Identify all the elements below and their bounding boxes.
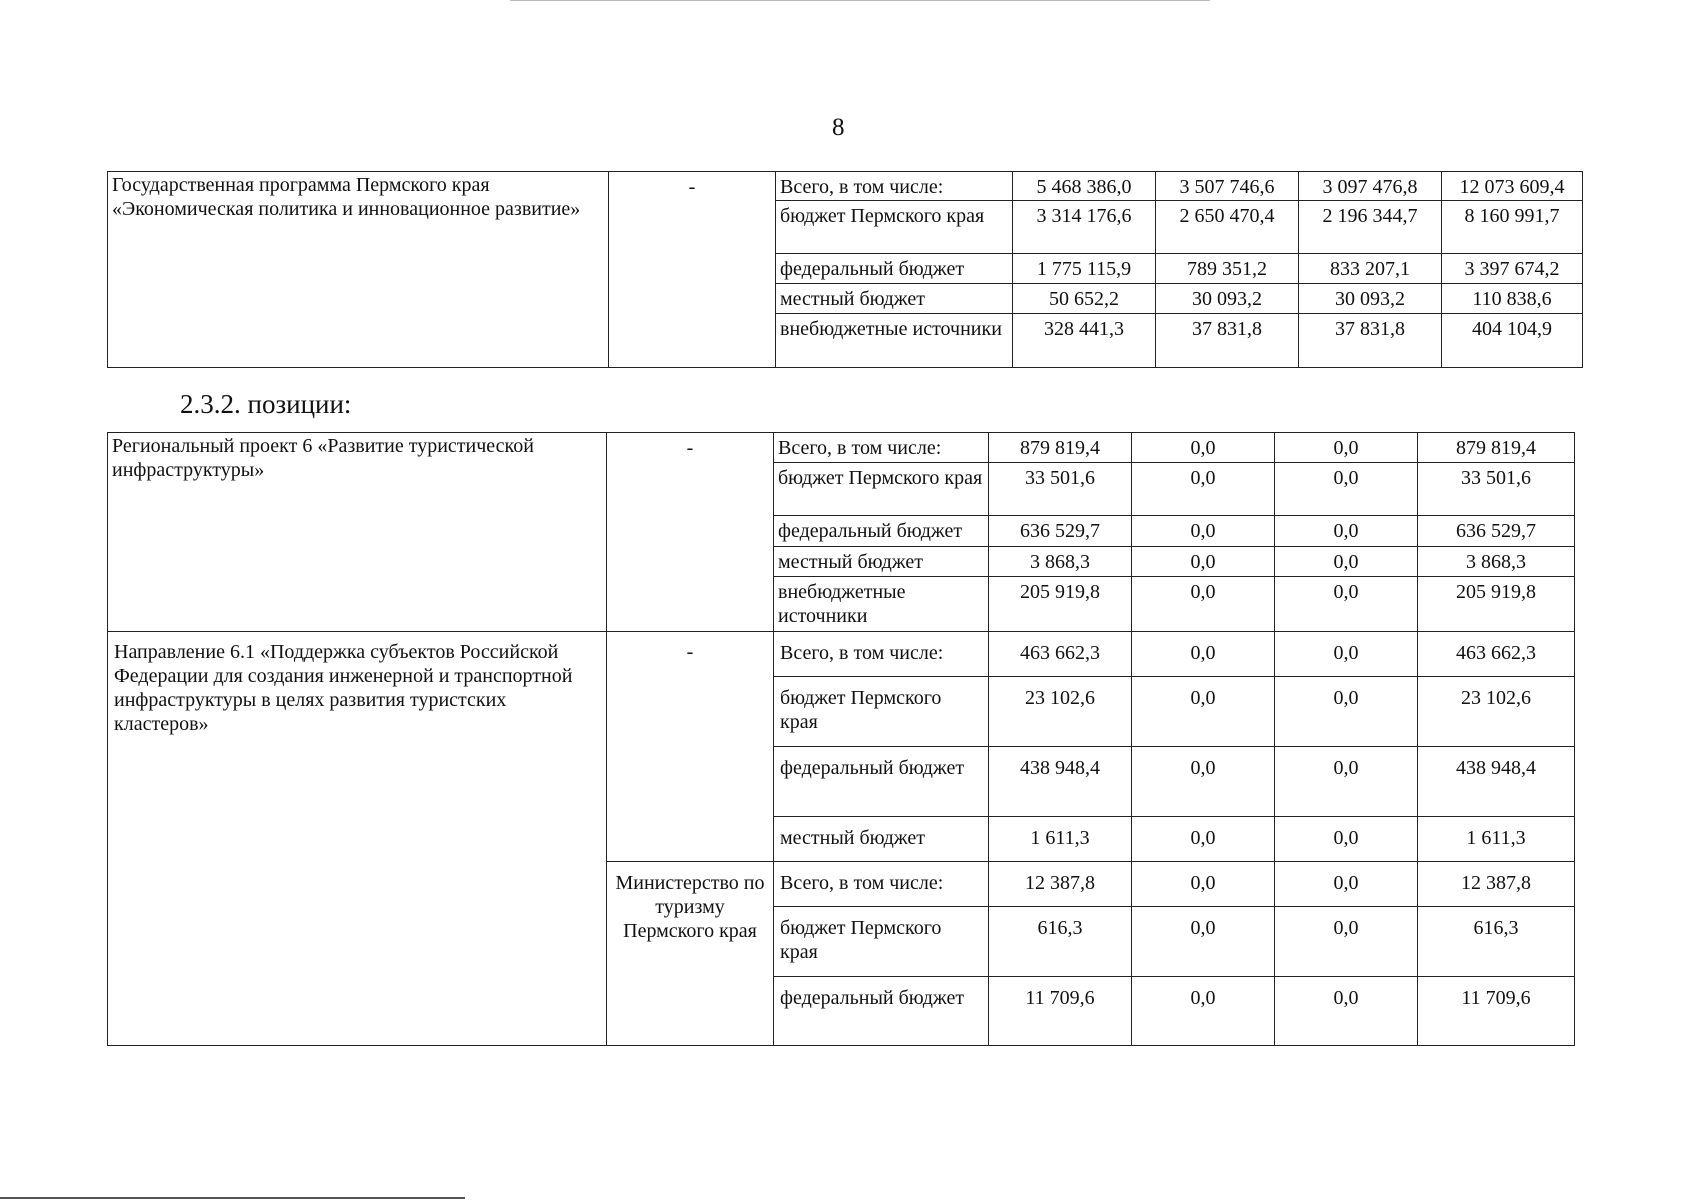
value-cell: 12 387,8 [989,862,1132,907]
value-cell: 37 831,8 [1299,314,1442,368]
value-cell: 0,0 [1132,977,1275,1046]
source-cell: внебюджетные источники [776,314,1013,368]
value-cell: 0,0 [1132,632,1275,677]
value-cell: 0,0 [1275,677,1418,747]
value-cell: 23 102,6 [989,677,1132,747]
regional-project-block [108,433,1575,632]
table-row [108,632,1575,677]
value-cell: 0,0 [1275,977,1418,1046]
value-cell: 0,0 [1132,907,1275,977]
value-cell: 789 351,2 [1156,254,1299,284]
source-cell: местный бюджет [776,284,1013,314]
source-cell: федеральный бюджет [774,747,989,817]
total-cell: 12 073 609,4 [1442,172,1583,201]
value-cell: 0,0 [1132,817,1275,862]
value-cell: 50 652,2 [1013,284,1156,314]
state-programme-table [107,171,1583,368]
total-cell: 636 529,7 [1418,516,1575,547]
value-cell: 438 948,4 [989,747,1132,817]
value-cell: 5 468 386,0 [1013,172,1156,201]
executor-cell: - [609,172,776,368]
value-cell: 0,0 [1275,463,1418,516]
total-cell: 8 160 991,7 [1442,201,1583,254]
source-cell: федеральный бюджет [776,254,1013,284]
value-cell: 0,0 [1132,862,1275,907]
total-cell: 3 397 674,2 [1442,254,1583,284]
value-cell: 0,0 [1132,747,1275,817]
value-cell: 328 441,3 [1013,314,1156,368]
value-cell: 0,0 [1132,547,1275,577]
source-cell: федеральный бюджет [774,977,989,1046]
direction-name-cell: Направление 6.1 «Поддержка субъектов Российской Федерации для создания инженерной и транспортной инфраструктуры в целях развития туристских кластеров» [108,632,607,1046]
source-cell: федеральный бюджет [774,516,989,547]
value-cell: 1 611,3 [989,817,1132,862]
value-cell: 11 709,6 [989,977,1132,1046]
executor-cell: - [607,433,774,632]
total-cell: 404 104,9 [1442,314,1583,368]
value-cell: 3 314 176,6 [1013,201,1156,254]
value-cell: 879 819,4 [989,433,1132,463]
source-cell: бюджет Пермского края [774,907,989,977]
value-cell: 2 650 470,4 [1156,201,1299,254]
value-cell: 3 868,3 [989,547,1132,577]
value-cell: 3 507 746,6 [1156,172,1299,201]
direction-block [108,632,1575,1046]
value-cell: 30 093,2 [1299,284,1442,314]
total-cell: 463 662,3 [1418,632,1575,677]
value-cell: 0,0 [1275,577,1418,632]
source-cell: местный бюджет [774,817,989,862]
total-cell: 1 611,3 [1418,817,1575,862]
executor-cell: - [607,632,774,862]
source-cell: бюджет Пермского края [774,463,989,516]
value-cell: 0,0 [1132,516,1275,547]
source-cell: бюджет Пермского края [776,201,1013,254]
executor-ministry-cell: Министерство по туризму Пермского края [607,862,774,1046]
value-cell: 0,0 [1275,747,1418,817]
value-cell: 463 662,3 [989,632,1132,677]
value-cell: 636 529,7 [989,516,1132,547]
source-cell: Всего, в том числе: [774,632,989,677]
value-cell: 616,3 [989,907,1132,977]
programme-name-cell: Государственная программа Пермского края «Экономическая политика и инновационное развитие» [108,172,609,368]
value-cell: 1 775 115,9 [1013,254,1156,284]
total-cell: 438 948,4 [1418,747,1575,817]
total-cell: 205 919,8 [1418,577,1575,632]
total-cell: 110 838,6 [1442,284,1583,314]
source-cell: Всего, в том числе: [774,433,989,463]
total-cell: 616,3 [1418,907,1575,977]
positions-table [107,432,1575,1046]
table-row [108,172,1583,201]
scan-bottom-edge-line [0,1197,465,1199]
value-cell: 0,0 [1275,862,1418,907]
value-cell: 37 831,8 [1156,314,1299,368]
value-cell: 0,0 [1275,632,1418,677]
value-cell: 0,0 [1275,817,1418,862]
value-cell: 833 207,1 [1299,254,1442,284]
total-cell: 879 819,4 [1418,433,1575,463]
table-row [108,433,1575,463]
source-cell: внебюджетные источники [774,577,989,632]
value-cell: 0,0 [1275,516,1418,547]
value-cell: 0,0 [1132,463,1275,516]
total-cell: 33 501,6 [1418,463,1575,516]
total-cell: 3 868,3 [1418,547,1575,577]
value-cell: 33 501,6 [989,463,1132,516]
total-cell: 11 709,6 [1418,977,1575,1046]
source-cell: бюджет Пермского края [774,677,989,747]
section-heading: 2.3.2. позиции: [180,389,352,419]
value-cell: 205 919,8 [989,577,1132,632]
value-cell: 0,0 [1275,433,1418,463]
value-cell: 30 093,2 [1156,284,1299,314]
value-cell: 3 097 476,8 [1299,172,1442,201]
page-number: 8 [832,114,845,141]
value-cell: 0,0 [1132,577,1275,632]
source-cell: местный бюджет [774,547,989,577]
value-cell: 2 196 344,7 [1299,201,1442,254]
value-cell: 0,0 [1275,547,1418,577]
project-name-cell: Региональный проект 6 «Развитие туристической инфраструктуры» [108,433,607,632]
value-cell: 0,0 [1275,907,1418,977]
state-programme-body [108,172,1583,368]
total-cell: 12 387,8 [1418,862,1575,907]
scan-top-edge-line [510,0,1210,1]
source-cell: Всего, в том числе: [776,172,1013,201]
value-cell: 0,0 [1132,433,1275,463]
source-cell: Всего, в том числе: [774,862,989,907]
total-cell: 23 102,6 [1418,677,1575,747]
value-cell: 0,0 [1132,677,1275,747]
